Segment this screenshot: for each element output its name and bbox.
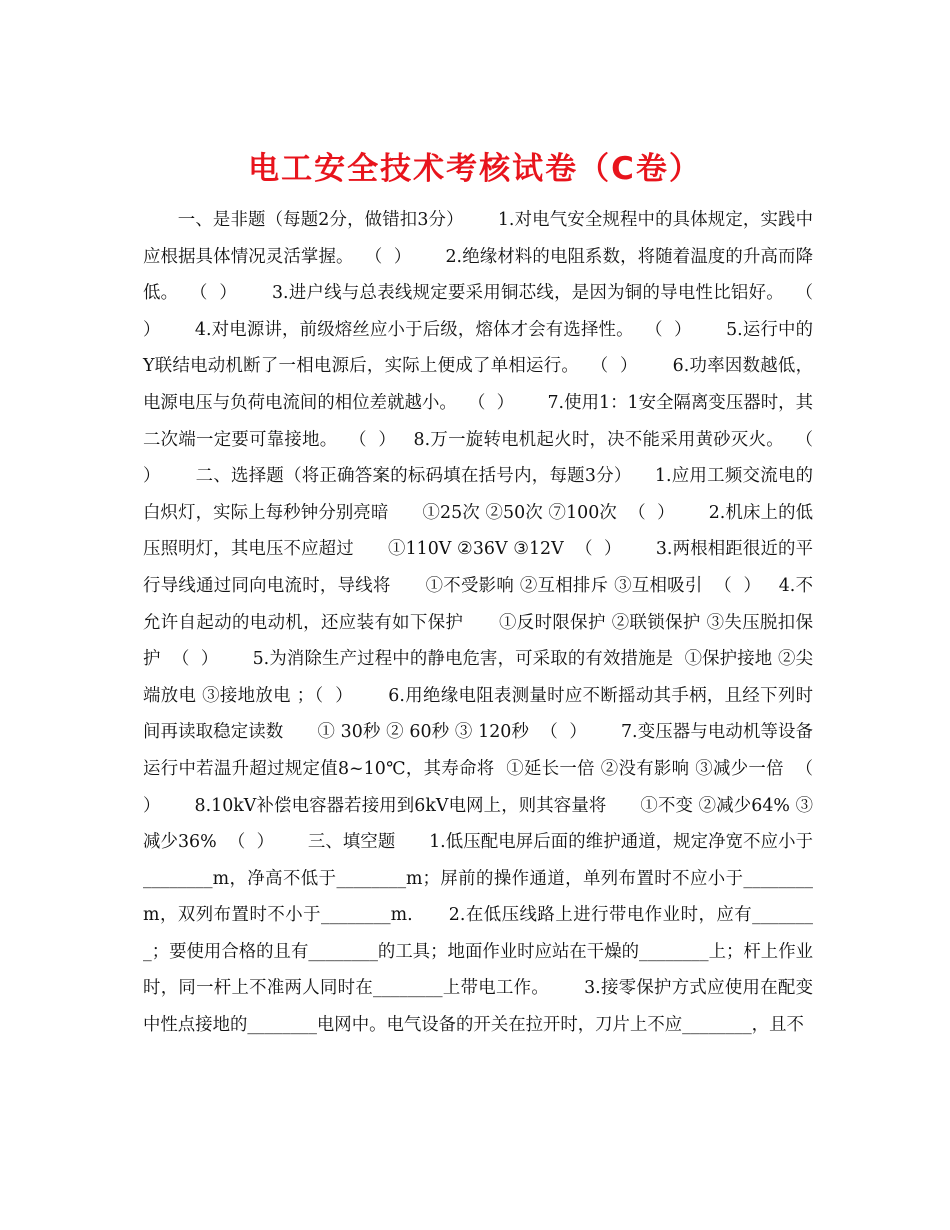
- page-title: 电工安全技术考核试卷（C卷）: [248, 150, 702, 187]
- exam-body: [143, 202, 825, 1044]
- exam-body-text: 一、是非题（每题2分，做错扣3分） 1.对电气安全规程中的具体规定，实践中应根据具体情况灵活掌握。 （ ） 2.绝缘材料的电阻系数，将随着温度的升高而降低。 （ ） 3.进户线与总表线规定要采用铜芯线，是因为铜的导电性比铝好。 （ ） 4.对电源讲，前级熔丝应小于后级，熔体才会有选择性。 （ ） 5.运行中的Y联结电动机断了一相电源后，实际上便成了单相运行。 （ ） 6.功率因数越低，电源电压与负荷电流间的相位差就越小。 （ ） 7.使用1：1安全隔离变压器时，其二次端一定要可靠接地。 （ ） 8.万一旋转电机起火时，决不能采用黄砂灭火。 （ ） 二、选择题（将正确答案的标码填在括号内，每题3分） 1.应用工频交流电的白炽灯，实际上每秒钟分别亮暗 ①25次 ②50次 ⑦100次 （ ） 2.机床上的低压照明灯，其电压不应超过 ①110V ②36V ③12V （ ） 3.两根相距很近的平行导线通过同向电流时，导线将 ①不受影响 ②互相排斥 ③互相吸引 （ ） 4.不允许自起动的电动机，还应装有如下保护 ①反时限保护 ②联锁保护 ③失压脱扣保护 （ ） 5.为消除生产过程中的静电危害，可采取的有效措施是 ①保护接地 ②尖端放电 ③接地放电 ；（ ） 6.用绝缘电阻表测量时应不断摇动其手柄，且经下列时间再读取稳定读数 ① 30秒 ② 60秒 ③ 120秒 （ ） 7.变压器与电动机等设备运行中若温升超过规定值8~10℃，其寿命将 ①延长一倍 ②没有影响 ③减少一倍 （ ） 8.10kV补偿电容器若接用到6kV电网上，则其容量将 ①不变 ②减少64% ③减少36% （ ） 三、填空题 1.低压配电屏后面的维护通道，规定净宽不应小于________m，净高不低于________m；屏前的操作通道，单列布置时不应小于________m，双列布置时不小于________m. 2.在低压线路上进行带电作业时，应有________；要使用合格的且有________的工具；地面作业时应站在干燥的________上；杆上作业时，同一杆上不准两人同时在________上带电工作。 3.接零保护方式应使用在配变中性点接地的________电网中。电气设备的开关在拉开时，刀片上不应________，且不: [143, 210, 825, 1036]
